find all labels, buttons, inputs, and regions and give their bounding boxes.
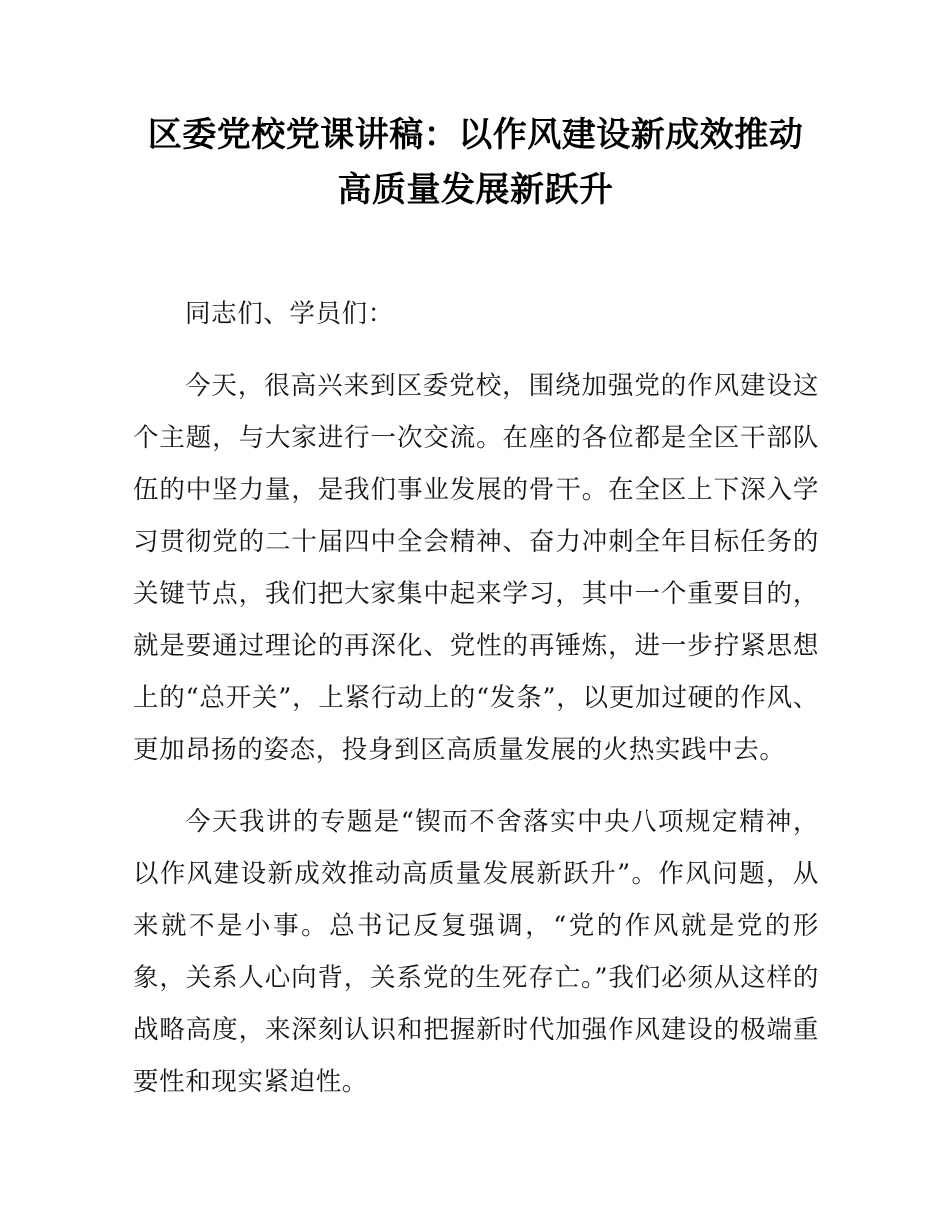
salutation-line: 同志们、学员们： (185, 299, 394, 329)
paragraph-spacer (133, 776, 819, 796)
paragraph-spacer (133, 340, 819, 360)
document-body (133, 288, 819, 1108)
body-paragraph-1: 今天，很高兴来到区委党校，围绕加强党的作风建设这个主题，与大家进行一次交流。在座的各位都是全区干部队伍的中坚力量，是我们事业发展的骨干。在全区上下深入学习贯彻党的二十届四中全会精神、奋力冲刺全年目标任务的关键节点，我们把大家集中起来学习，其中一个重要目的，就是要通过理论的再深化、党性的再锤炼，进一步拧紧思想上的“总开关”，上紧行动上的“发条”，以更加过硬的作风、更加昂扬的姿态，投身到区高质量发展的火热实践中去。 (133, 371, 819, 765)
title-line-1: 区委党校党课讲稿：以作风建设新成效推动 (147, 116, 804, 154)
body-paragraph-2: 今天我讲的专题是“锲而不舍落实中央八项规定精神，以作风建设新成效推动高质量发展新跃升”。作风问题，从来就不是小事。总书记反复强调，“党的作风就是党的形象，关系人心向背，关系党的生死存亡。”我们必须从这样的战略高度，来深刻认识和把握新时代加强作风建设的极端重要性和现实紧迫性。 (133, 807, 819, 1097)
title-line-2: 高质量发展新跃升 (337, 171, 614, 209)
page-title (133, 108, 818, 218)
